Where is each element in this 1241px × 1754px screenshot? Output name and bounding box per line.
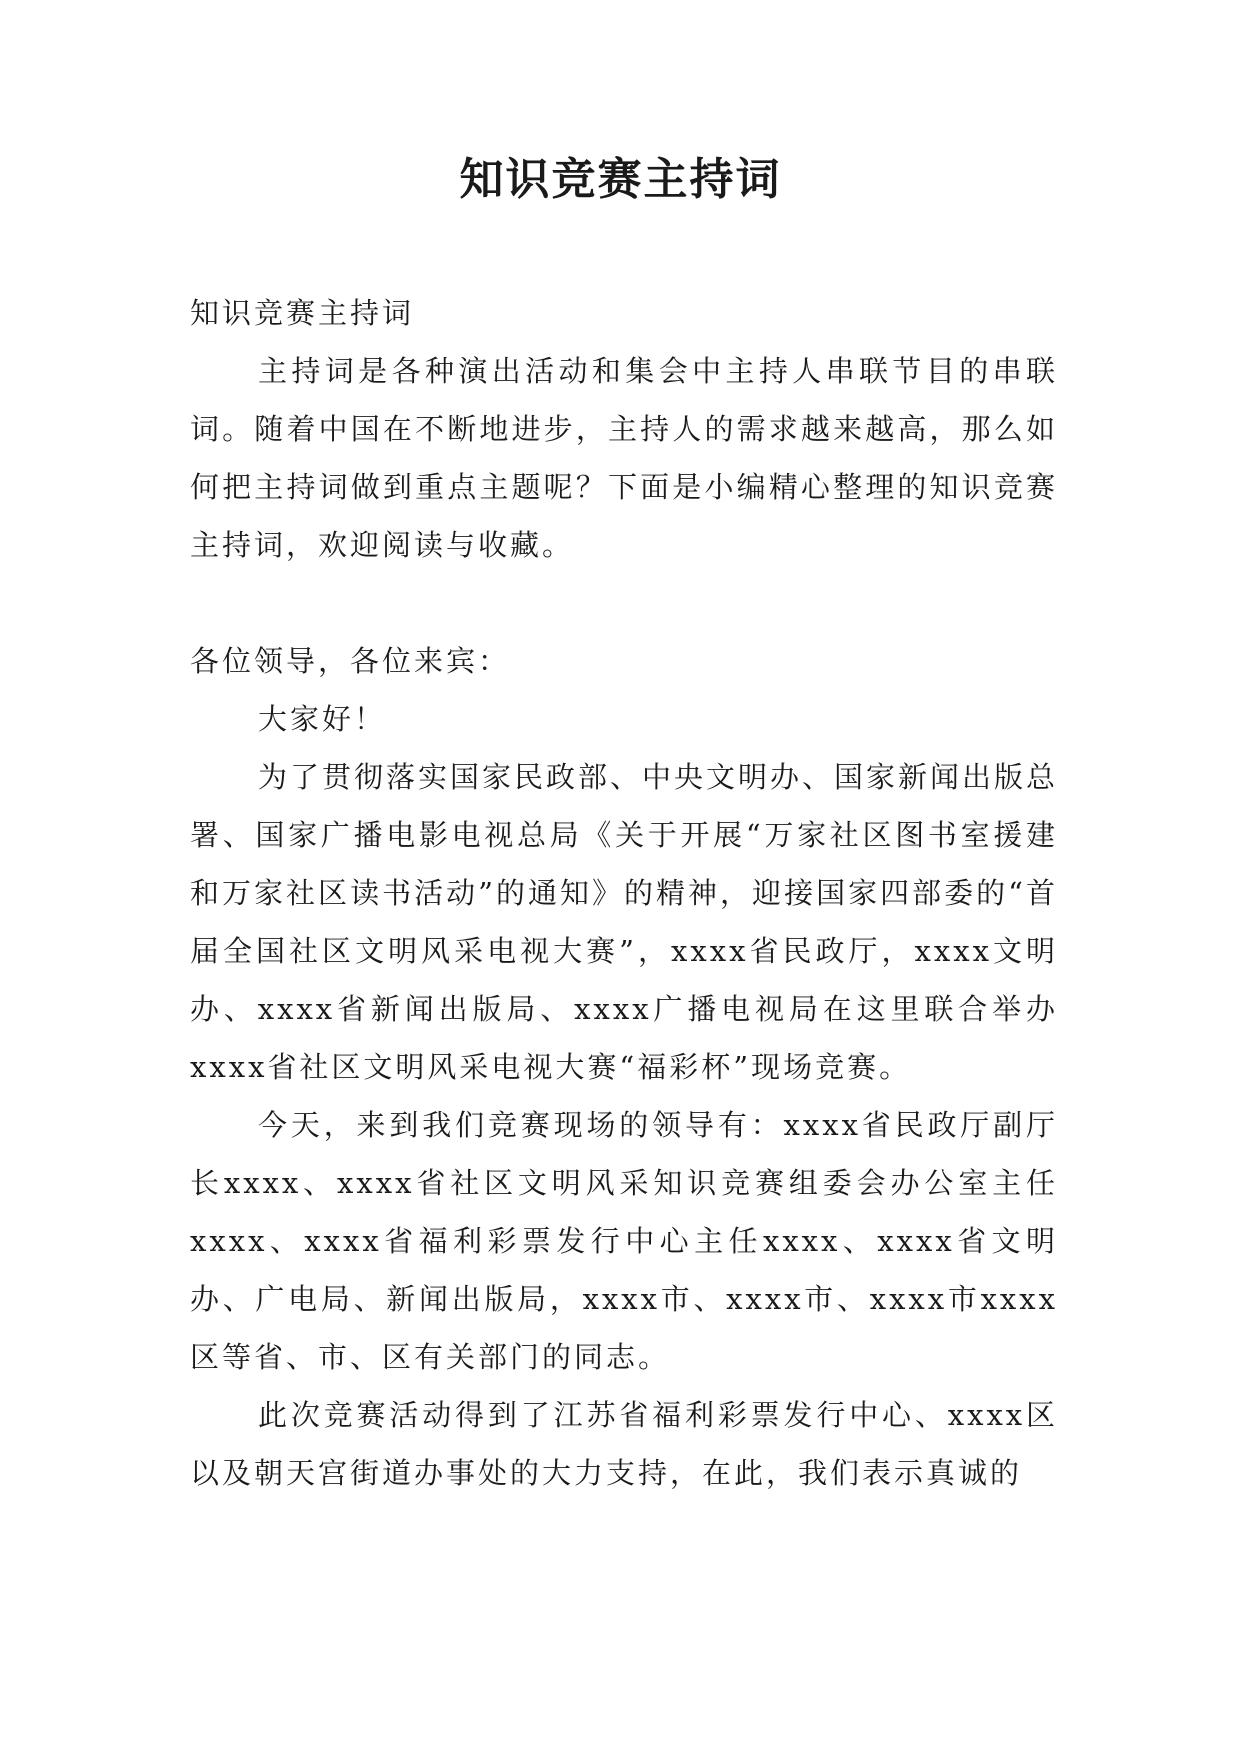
salutation-line: 各位领导，各位来宾： <box>190 644 511 678</box>
paragraph-gap <box>190 574 1058 632</box>
document-body <box>190 284 1058 1502</box>
document-title: 知识竞赛主持词 <box>459 154 782 205</box>
body-paragraph-2: 今天，来到我们竞赛现场的领导有：xxxx省民政厅副厅长xxxx、xxxx省社区文明风采知识竞赛组委会办公室主任xxxx、xxxx省福利彩票发行中心主任xxxx、xxxx省文明办、广电局、新闻出版局，xxxx市、xxxx市、xxxx市xxxx区等省、市、区有关部门的同志。 <box>190 1108 1058 1374</box>
subtitle-line: 知识竞赛主持词 <box>190 296 415 330</box>
body-paragraph-3: 此次竞赛活动得到了江苏省福利彩票发行中心、xxxx区以及朝天宫街道办事处的大力支持，在此，我们表示真诚的 <box>190 1398 1058 1490</box>
body-paragraph-1: 为了贯彻落实国家民政部、中央文明办、国家新闻出版总署、国家广播电影电视总局《关于开展“万家社区图书室援建和万家社区读书活动”的通知》的精神，迎接国家四部委的“首届全国社区文明风采电视大赛”，xxxx省民政厅，xxxx文明办、xxxx省新闻出版局、xxxx广播电视局在这里联合举办xxxx省社区文明风采电视大赛“福彩杯”现场竞赛。 <box>190 760 1059 1084</box>
intro-paragraph: 主持词是各种演出活动和集会中主持人串联节目的串联词。随着中国在不断地进步，主持人的需求越来越高，那么如何把主持词做到重点主题呢？下面是小编精心整理的知识竞赛主持词，欢迎阅读与收藏。 <box>190 354 1058 562</box>
greeting-line: 大家好！ <box>258 702 387 736</box>
